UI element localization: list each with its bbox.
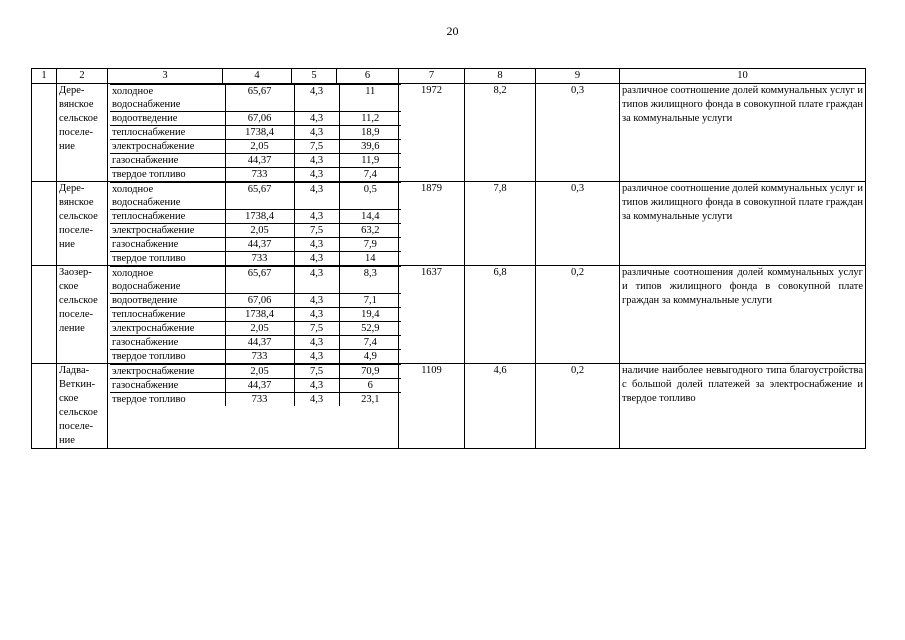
value-col6: 7,1 <box>339 294 401 308</box>
services-cell <box>108 182 399 266</box>
column-header: 8 <box>465 69 536 84</box>
service-row <box>110 224 401 238</box>
services-cell <box>108 364 399 449</box>
value-col5: 4,3 <box>294 183 339 210</box>
row-number-cell <box>32 84 57 182</box>
value-col4: 2,05 <box>225 365 294 379</box>
value-col9: 0,3 <box>536 182 620 266</box>
value-col5: 4,3 <box>294 126 339 140</box>
settlement-row <box>32 266 866 364</box>
column-header: 9 <box>536 69 620 84</box>
value-col5: 4,3 <box>294 336 339 350</box>
value-col4: 65,67 <box>225 85 294 112</box>
service-name: теплоснабжение <box>110 308 225 322</box>
value-col6: 52,9 <box>339 322 401 336</box>
column-header: 7 <box>399 69 465 84</box>
value-col6: 7,4 <box>339 168 401 182</box>
value-col4: 65,67 <box>225 267 294 294</box>
value-col5: 7,5 <box>294 365 339 379</box>
value-col9: 0,3 <box>536 84 620 182</box>
value-col4: 67,06 <box>225 112 294 126</box>
value-col4: 1738,4 <box>225 308 294 322</box>
value-col6: 11,2 <box>339 112 401 126</box>
value-col4: 67,06 <box>225 294 294 308</box>
value-col8: 8,2 <box>465 84 536 182</box>
value-col5: 7,5 <box>294 224 339 238</box>
service-name: электроснабжение <box>110 365 225 379</box>
value-col4: 1738,4 <box>225 126 294 140</box>
value-col5: 7,5 <box>294 140 339 154</box>
value-col8: 7,8 <box>465 182 536 266</box>
service-row <box>110 379 401 393</box>
value-col6: 0,5 <box>339 183 401 210</box>
value-col9: 0,2 <box>536 364 620 449</box>
service-row <box>110 350 401 364</box>
service-name: электроснабжение <box>110 224 225 238</box>
value-col6: 14,4 <box>339 210 401 224</box>
service-name: водоотведение <box>110 112 225 126</box>
service-name: газоснабжение <box>110 154 225 168</box>
value-col6: 11 <box>339 85 401 112</box>
value-col5: 4,3 <box>294 379 339 393</box>
services-table <box>110 182 401 265</box>
value-col5: 4,3 <box>294 252 339 266</box>
settlement-name: Ладва-Веткин-ское сельское поселе-ние <box>57 364 108 449</box>
value-col4: 44,37 <box>225 379 294 393</box>
service-row <box>110 322 401 336</box>
value-col4: 733 <box>225 252 294 266</box>
value-col6: 4,9 <box>339 350 401 364</box>
column-header: 5 <box>292 69 337 84</box>
service-name: газоснабжение <box>110 336 225 350</box>
service-row <box>110 393 401 407</box>
description-cell: различное соотношение долей коммунальных услуг и типов жилищного фонда в совокупной плате граждан за коммунальные услуги <box>620 182 866 266</box>
service-row <box>110 308 401 322</box>
value-col8: 4,6 <box>465 364 536 449</box>
settlement-name: Дере-вянское сельское поселе-ние <box>57 84 108 182</box>
value-col4: 65,67 <box>225 183 294 210</box>
value-col4: 2,05 <box>225 140 294 154</box>
value-col6: 8,3 <box>339 267 401 294</box>
value-col5: 4,3 <box>294 112 339 126</box>
service-name: электроснабжение <box>110 322 225 336</box>
column-header: 3 <box>108 69 223 84</box>
service-name: холодное водоснабжение <box>110 183 225 210</box>
table-body <box>32 84 866 449</box>
service-row <box>110 336 401 350</box>
value-col5: 4,3 <box>294 393 339 407</box>
service-name: холодное водоснабжение <box>110 85 225 112</box>
row-number-cell <box>32 182 57 266</box>
value-col6: 6 <box>339 379 401 393</box>
value-col5: 4,3 <box>294 308 339 322</box>
service-row <box>110 112 401 126</box>
service-row <box>110 210 401 224</box>
value-col7: 1879 <box>399 182 465 266</box>
service-row <box>110 294 401 308</box>
service-name: твердое топливо <box>110 252 225 266</box>
value-col5: 4,3 <box>294 294 339 308</box>
service-name: твердое топливо <box>110 393 225 407</box>
value-col4: 44,37 <box>225 238 294 252</box>
value-col6: 7,4 <box>339 336 401 350</box>
value-col6: 23,1 <box>339 393 401 407</box>
value-col4: 2,05 <box>225 224 294 238</box>
value-col4: 733 <box>225 168 294 182</box>
value-col5: 4,3 <box>294 85 339 112</box>
service-row <box>110 126 401 140</box>
column-header: 1 <box>32 69 57 84</box>
value-col5: 4,3 <box>294 238 339 252</box>
settlement-row <box>32 84 866 182</box>
services-cell <box>108 84 399 182</box>
service-name: твердое топливо <box>110 168 225 182</box>
value-col8: 6,8 <box>465 266 536 364</box>
value-col6: 18,9 <box>339 126 401 140</box>
service-row <box>110 154 401 168</box>
settlement-name: Дере-вянское сельское поселе-ние <box>57 182 108 266</box>
value-col6: 14 <box>339 252 401 266</box>
value-col4: 44,37 <box>225 336 294 350</box>
services-table <box>110 84 401 181</box>
value-col4: 733 <box>225 350 294 364</box>
settlement-row <box>32 364 866 449</box>
service-name: электроснабжение <box>110 140 225 154</box>
row-number-cell <box>32 364 57 449</box>
value-col6: 7,9 <box>339 238 401 252</box>
value-col5: 4,3 <box>294 168 339 182</box>
column-header: 2 <box>57 69 108 84</box>
service-row <box>110 85 401 112</box>
value-col6: 70,9 <box>339 365 401 379</box>
service-row <box>110 183 401 210</box>
column-header: 4 <box>223 69 292 84</box>
services-table <box>110 266 401 363</box>
service-row <box>110 140 401 154</box>
value-col5: 4,3 <box>294 154 339 168</box>
service-name: холодное водоснабжение <box>110 267 225 294</box>
service-name: теплоснабжение <box>110 126 225 140</box>
value-col6: 63,2 <box>339 224 401 238</box>
service-row <box>110 168 401 182</box>
value-col7: 1637 <box>399 266 465 364</box>
service-row <box>110 252 401 266</box>
service-name: твердое топливо <box>110 350 225 364</box>
value-col5: 7,5 <box>294 322 339 336</box>
row-number-cell <box>32 266 57 364</box>
value-col5: 4,3 <box>294 267 339 294</box>
services-table <box>110 364 401 406</box>
value-col7: 1109 <box>399 364 465 449</box>
value-col4: 1738,4 <box>225 210 294 224</box>
value-col6: 39,6 <box>339 140 401 154</box>
tariff-table <box>31 68 866 449</box>
service-row <box>110 238 401 252</box>
service-row <box>110 365 401 379</box>
settlement-name: Заозер-ское сельское поселе-ление <box>57 266 108 364</box>
value-col6: 11,9 <box>339 154 401 168</box>
service-name: водоотведение <box>110 294 225 308</box>
value-col4: 44,37 <box>225 154 294 168</box>
value-col9: 0,2 <box>536 266 620 364</box>
header-row <box>32 69 866 84</box>
value-col7: 1972 <box>399 84 465 182</box>
settlement-row <box>32 182 866 266</box>
value-col5: 4,3 <box>294 210 339 224</box>
value-col5: 4,3 <box>294 350 339 364</box>
value-col4: 733 <box>225 393 294 407</box>
description-cell: различные соотношения долей коммунальных услуг и типов жилищного фонда в совокупной плате граждан за коммунальные услуги <box>620 266 866 364</box>
column-header: 10 <box>620 69 866 84</box>
service-name: газоснабжение <box>110 379 225 393</box>
description-cell: наличие наиболее невыгодного типа благоустройства с большой долей платежей за электроснабжение и твердое топливо <box>620 364 866 449</box>
description-cell: различное соотношение долей коммунальных услуг и типов жилищного фонда в совокупной плате граждан за коммунальные услуги <box>620 84 866 182</box>
value-col4: 2,05 <box>225 322 294 336</box>
column-header: 6 <box>337 69 399 84</box>
service-name: газоснабжение <box>110 238 225 252</box>
value-col6: 19,4 <box>339 308 401 322</box>
page-number: 20 <box>446 24 459 38</box>
services-cell <box>108 266 399 364</box>
service-name: теплоснабжение <box>110 210 225 224</box>
service-row <box>110 267 401 294</box>
